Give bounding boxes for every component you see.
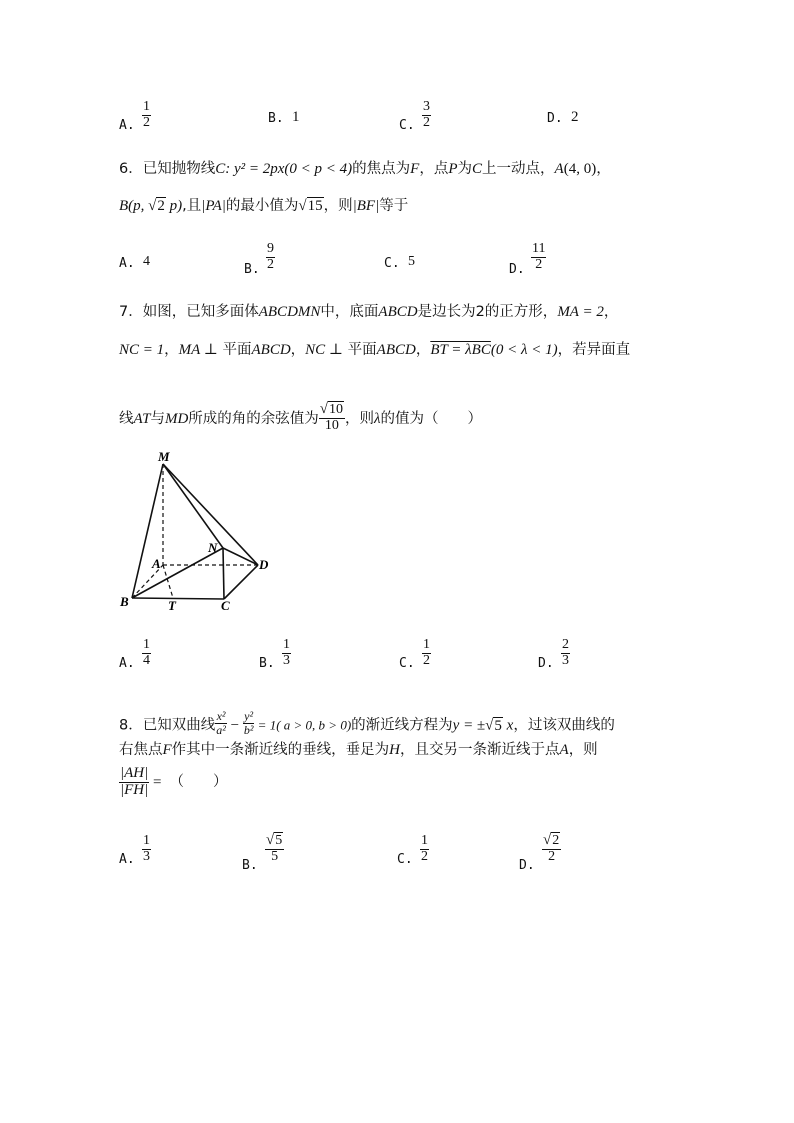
q6-line-1: 6．已知抛物线C: y² = 2px(0 < p < 4)的焦点为F，点P为C上一动点，A(4, 0)， <box>119 161 611 177</box>
q6-option-b-letter: B. <box>244 262 260 277</box>
q6-line-2: B(p, √2 p),且|PA|的最小值为√15，则|BF|等于 <box>119 198 409 214</box>
q8-option-d-fraction: $\frac{√2}{2}$ <box>543 832 560 864</box>
q8-line-2: 右焦点F作其中一条渐近线的垂线，垂足为H，且交另一条渐近线于点A，则 <box>119 742 598 758</box>
q7-option-c-fraction: $\frac{1}{2}$ <box>423 637 430 668</box>
label-C: C <box>221 598 230 613</box>
q6-option-d-letter: D. <box>509 262 525 277</box>
q8-option-a-letter: A. <box>119 852 135 867</box>
q7-option-d-fraction: $\frac{2}{3}$ <box>562 637 569 668</box>
q8-option-d-letter: D. <box>519 858 535 873</box>
q8-line-1: 8．已知双曲线 $\frac{\text{x²}}{\text{a²}}$ − $\frac{\text{y²}}{\text{b²}}$ = 1( a > 0, b > 0)的渐近线方程为y = ±√5 x，过该双曲线的 <box>119 709 615 737</box>
edge-CD <box>224 565 258 599</box>
q5-option-d-letter: D. <box>547 111 563 126</box>
q5-option-b-value: 1 <box>292 109 300 125</box>
q6-option-d-fraction: $\frac{11}{2}$ <box>532 241 546 272</box>
edge-BN <box>132 548 223 598</box>
edge-BC <box>132 598 224 599</box>
q8-line-3: $\frac{|AH|}{|FH|}$ = （ ） <box>120 765 228 798</box>
q7-option-a-letter: A. <box>119 656 135 671</box>
q7-option-d-letter: D. <box>538 656 554 671</box>
label-A: A <box>152 556 161 571</box>
polyhedron-figure <box>110 448 280 620</box>
q7-option-b-fraction: $\frac{1}{3}$ <box>283 637 290 668</box>
q8-ratio-fraction: $\frac{|AH|}{|FH|}$ <box>120 765 149 798</box>
hidden-edge-AT <box>163 565 173 598</box>
q7-option-c-letter: C. <box>399 656 415 671</box>
q6-option-a-letter: A. <box>119 256 135 271</box>
label-D: D <box>259 557 269 572</box>
q5-option-c-fraction: $\frac{3}{2}$ <box>423 99 430 130</box>
q5-option-d-value: 2 <box>571 109 579 125</box>
edge-MB <box>132 464 163 598</box>
q8-option-b-fraction: $\frac{√5}{5}$ <box>266 832 283 864</box>
q5-option-c-letter: C. <box>399 118 415 133</box>
q7-cosine-fraction: $\frac{√10}{10}$ <box>319 401 344 433</box>
edge-NC <box>223 548 224 599</box>
q6-option-a-value: 4 <box>143 254 150 269</box>
edge-MN <box>163 464 223 548</box>
label-T: T <box>168 598 176 613</box>
q7-line-3: 线AT与MD所成的角的余弦值为 $\frac{√10}{10}$ ，则λ的值为（ ） <box>119 401 483 433</box>
q5-option-a-letter: A. <box>119 118 135 133</box>
q8-option-a-fraction: $\frac{1}{3}$ <box>143 833 150 864</box>
q7-option-a-fraction: $\frac{1}{4}$ <box>143 637 150 668</box>
q6-option-b-fraction: $\frac{9}{2}$ <box>267 241 274 272</box>
q7-line-1: 7．如图，已知多面体ABCDMN中，底面ABCD是边长为2的正方形，MA = 2， <box>119 304 619 320</box>
q6-option-c-letter: C. <box>384 256 400 271</box>
q5-option-b-letter: B. <box>268 111 284 126</box>
label-N: N <box>208 540 218 555</box>
q5-option-a-fraction: $\frac{1}{2}$ <box>143 99 150 130</box>
label-M: M <box>158 449 170 464</box>
q6-option-c-value: 5 <box>408 254 415 269</box>
q7-option-b-letter: B. <box>259 656 275 671</box>
q8-option-c-fraction: $\frac{1}{2}$ <box>421 833 428 864</box>
q7-line-2: NC = 1，MA ⊥ 平面ABCD，NC ⊥ 平面ABCD，BT = λBC(0 < λ < 1)，若异面直 <box>119 342 631 358</box>
q8-option-b-letter: B. <box>242 858 258 873</box>
edge-ND <box>223 548 258 565</box>
q8-option-c-letter: C. <box>397 852 413 867</box>
label-B: B <box>120 594 129 609</box>
